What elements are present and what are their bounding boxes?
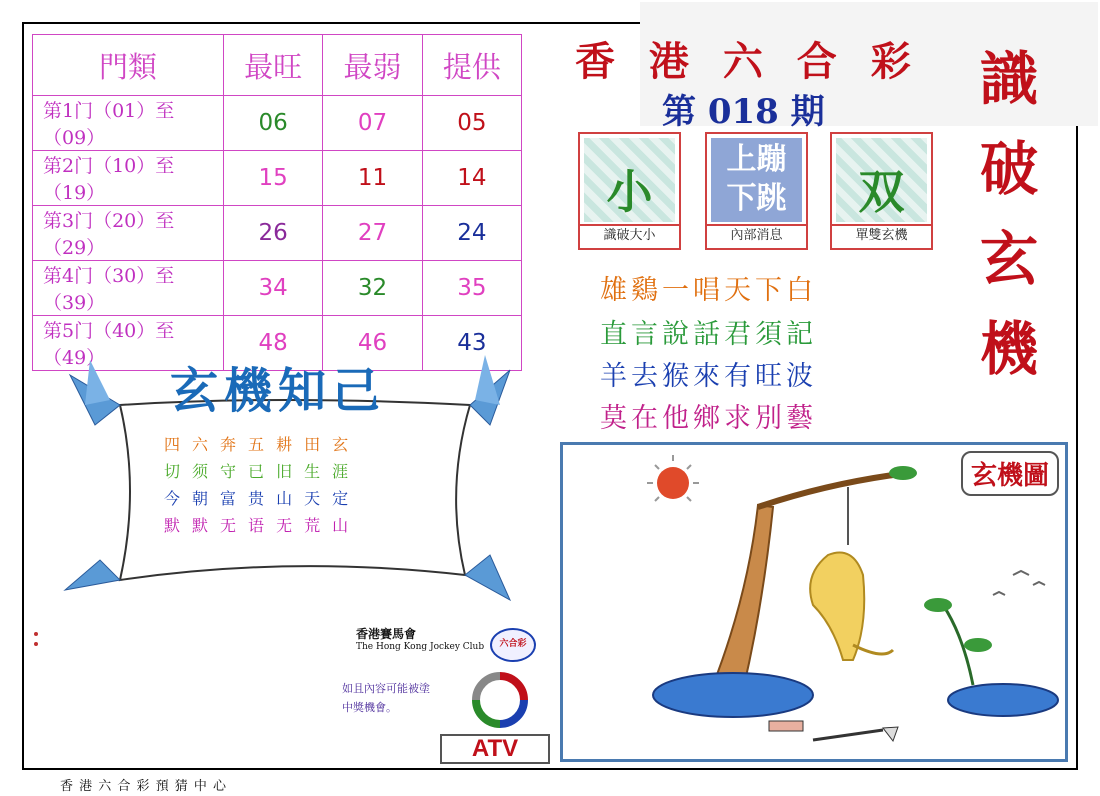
poem-char: 富 [220, 489, 237, 508]
club-logo [490, 628, 536, 662]
poem-char: 天 [304, 489, 321, 508]
header-weakest: 最弱 [323, 35, 422, 96]
poem-char: 耕 [276, 435, 293, 454]
hint-box-inside [705, 132, 808, 250]
poem-char: 朝 [192, 489, 209, 508]
poem-char: 无 [220, 516, 237, 535]
hint-glyph: 小 [606, 165, 653, 219]
poem-line [158, 457, 354, 484]
header-hottest: 最旺 [224, 35, 323, 96]
table-row [33, 151, 522, 206]
poem-char: 守 [220, 462, 237, 481]
poem-char: 五 [248, 435, 265, 454]
footer-text: 香 港 六 合 彩 預 猜 中 心 [60, 779, 228, 794]
cell-weak: 46 [323, 316, 422, 371]
verse-line: 莫在他鄉求別藝 [600, 403, 817, 434]
cell-provided: 43 [422, 316, 521, 371]
hint-glyph: 双 [858, 165, 905, 219]
table-header-row [33, 35, 522, 96]
notice-text: 如且內容可能被塗 中獎機會。 [342, 682, 430, 714]
cell-hot: 48 [224, 316, 323, 371]
club-name: 香港賽馬會 [356, 627, 417, 641]
poem-char: 六 [192, 435, 209, 454]
banner-title: 玄機知己 [170, 363, 387, 419]
riddle-picture [560, 442, 1068, 762]
poem-line [158, 484, 354, 511]
hint-label: 內部消息 [707, 224, 806, 248]
hint-label: 單雙玄機 [832, 224, 931, 248]
cell-weak: 07 [323, 96, 422, 151]
row-label: 第5门（40）至（49） [33, 316, 224, 371]
poem-char: 语 [248, 516, 265, 535]
side-title-2: 破 [980, 135, 1039, 203]
poem-char: 无 [276, 516, 293, 535]
atv-ring [470, 672, 530, 730]
table-row [33, 261, 522, 316]
row-label: 第1门（01）至（09） [33, 96, 224, 151]
atv-logo [440, 734, 550, 764]
poem-char: 定 [332, 489, 349, 508]
header-provided: 提供 [422, 35, 521, 96]
hint-label: 識破大小 [580, 224, 679, 248]
poem-char: 旧 [276, 462, 293, 481]
poem-char: 山 [276, 489, 293, 508]
poem-char: 默 [192, 516, 209, 535]
poem-line [158, 430, 354, 457]
row-label: 第2门（10）至（19） [33, 151, 224, 206]
cell-hot: 34 [224, 261, 323, 316]
club-logo-text: 六合彩 [499, 639, 527, 649]
hint-glyph: 上蹦 下跳 [726, 142, 787, 216]
cell-hot: 15 [224, 151, 323, 206]
poem-char: 已 [248, 462, 265, 481]
cell-provided: 14 [422, 151, 521, 206]
side-title-4: 機 [980, 315, 1039, 383]
poem-char: 须 [192, 462, 209, 481]
cell-provided: 05 [422, 96, 521, 151]
row-label: 第4门（30）至（39） [33, 261, 224, 316]
poem-line [158, 511, 354, 538]
stats-table [32, 34, 522, 371]
cell-weak: 32 [323, 261, 422, 316]
poem-char: 玄 [332, 435, 349, 454]
poem-char: 生 [304, 462, 321, 481]
poem-char: 田 [304, 435, 321, 454]
table-row [33, 96, 522, 151]
club-name-en: The Hong Kong Jockey Club [356, 642, 485, 652]
cell-hot: 06 [224, 96, 323, 151]
poem-char: 默 [164, 516, 181, 535]
table-row [33, 206, 522, 261]
poem-char: 涯 [332, 462, 349, 481]
cell-weak: 11 [323, 151, 422, 206]
side-title-1: 識 [980, 45, 1039, 113]
poem-char: 荒 [304, 516, 321, 535]
row-label: 第3门（20）至（29） [33, 206, 224, 261]
poem-char: 四 [164, 435, 181, 454]
cell-hot: 26 [224, 206, 323, 261]
banner-poem [158, 430, 354, 538]
picture-title: 玄機圖 [961, 451, 1059, 496]
issue-number: 第 018 期 [662, 92, 825, 132]
hint-box-oddeven [830, 132, 933, 250]
atv-text: ATV [471, 735, 519, 762]
poem-char: 切 [164, 462, 181, 481]
cell-provided: 35 [422, 261, 521, 316]
hint-box-size [578, 132, 681, 250]
poem-char: 山 [332, 516, 349, 535]
header-category: 門類 [33, 35, 224, 96]
verse-line: 羊去猴來有旺波 [600, 361, 817, 392]
cell-provided: 24 [422, 206, 521, 261]
side-title-3: 玄 [980, 225, 1039, 293]
brand-heading: 香 港 六 合 彩 [575, 38, 921, 85]
poem-char: 奔 [220, 435, 237, 454]
verse-line: 雄鷄一唱天下白 [600, 275, 817, 306]
verse-line: 直言說話君須記 [600, 319, 817, 350]
decor-dots [34, 632, 42, 646]
poem-char: 今 [164, 489, 181, 508]
poem-char: 贵 [248, 489, 265, 508]
cell-weak: 27 [323, 206, 422, 261]
